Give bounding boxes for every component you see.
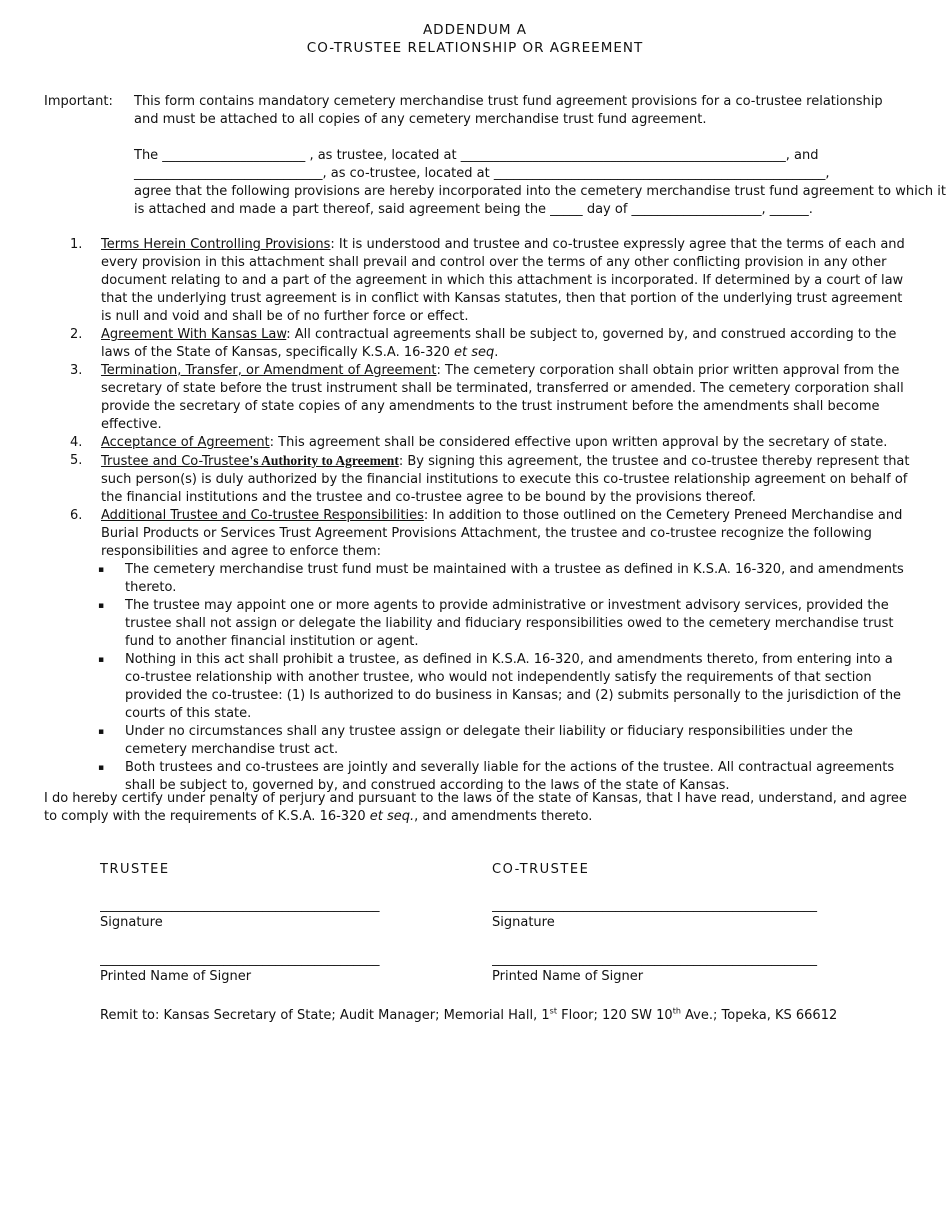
- remit-text: Remit to: Kansas Secretary of State; Audit Manager; Memorial Hall, 1: [100, 1008, 550, 1023]
- provision-item: [70, 434, 910, 452]
- provision-text-end: .: [494, 345, 499, 360]
- provision-heading-serif: 's Authority to Agreement: [249, 453, 399, 468]
- cotrustee-printed-name-line[interactable]: __________________________________________________: [492, 952, 817, 967]
- trustee-signature-line[interactable]: ___________________________________________: [100, 898, 380, 913]
- important-notice: This form contains mandatory cemetery merchandise trust fund agreement provisions for a co-trustee relationship and must be attached to all copies of any cemetery merchandise trust fund agreement.: [134, 94, 883, 127]
- list-item: [70, 723, 910, 759]
- provision-heading: Additional Trustee and Co-trustee Responsibilities: [101, 508, 424, 523]
- responsibility-text: The cemetery merchandise trust fund must be maintained with a trustee as defined in K.S.A. 16-320, and amendments thereto.: [125, 562, 904, 595]
- provision-item: [70, 236, 910, 326]
- certification-text: I do hereby certify under penalty of perjury and pursuant to the laws of the state of Kansas, that I have read, understand, and agree to comply with the requirements of K.S.A. 16-320: [44, 791, 907, 824]
- provision-number: 2.: [70, 327, 83, 342]
- cotrustee-printed-name-label: Printed Name of Signer: [492, 969, 644, 984]
- fill-in-line-date[interactable]: is attached and made a part thereof, said agreement being the _____ day of ____________________, ______.: [134, 202, 813, 217]
- bullet-icon: ▪: [98, 655, 105, 665]
- fill-in-line-cotrustee[interactable]: _____________________________, as co-trustee, located at ___________________________________________________,: [134, 166, 830, 181]
- provision-heading: Acceptance of Agreement: [101, 435, 270, 450]
- cotrustee-heading: CO-TRUSTEE: [492, 862, 590, 877]
- provision-heading: Terms Herein Controlling Provisions: [101, 237, 331, 252]
- remit-superscript: th: [672, 1006, 681, 1016]
- cotrustee-signature-line[interactable]: __________________________________________________: [492, 898, 817, 913]
- provision-item: [70, 452, 910, 507]
- provision-number: 3.: [70, 363, 83, 378]
- bullet-icon: ▪: [98, 601, 105, 611]
- remit-superscript: st: [549, 1006, 557, 1016]
- provision-text: : The cemetery corporation shall obtain prior written approval from the secretary of state before the trust instrument shall be terminated, transferred or amended. The cemetery corporation shall provide the secretary of state copies of any amendments to the trust instrument before the amendments shall become effective.: [101, 363, 904, 432]
- provision-item: [70, 326, 910, 362]
- responsibility-text: Nothing in this act shall prohibit a trustee, as defined in K.S.A. 16-320, and amendments thereto, from entering into a co-trustee relationship with another trustee, who would not independently satisfy the requirements of that section provided the co-trustee: (1) Is authorized to do business in Kansas; and (2) submits personally to the jurisdiction of the courts of this state.: [125, 652, 902, 721]
- provision-heading: Trustee and Co-Trustee: [101, 454, 250, 469]
- form-title: CO-TRUSTEE RELATIONSHIP OR AGREEMENT: [306, 40, 644, 56]
- agreement-fill-in-paragraph: [134, 147, 946, 219]
- fill-in-line-trustee[interactable]: The ______________________ , as trustee, located at __________________________________________________, and: [134, 148, 819, 163]
- provision-number: 6.: [70, 508, 83, 523]
- provision-text: : By signing this agreement, the trustee and co-trustee thereby represent that such person(s) is duly authorized by the financial institutions to execute this co-trustee relationship agreement on behalf of the financial institutions and the trustee and co-trustee agree to be bound by the provisions thereof.: [101, 454, 910, 505]
- provision-item: [70, 507, 910, 561]
- fill-in-line-text: agree that the following provisions are hereby incorporated into the cemetery merchandise trust fund agreement to which it: [134, 184, 946, 199]
- provisions-list: [70, 236, 910, 795]
- provision-number: 1.: [70, 237, 83, 252]
- bullet-icon: ▪: [98, 763, 105, 773]
- provision-text: : It is understood and trustee and co-trustee expressly agree that the terms of each and every provision in this attachment shall prevail and control over the terms of any other conflicting provision in any other document relating to and a part of the agreement in which this attachment is incorporated. If determined by a court of law that the underlying trust agreement is in conflict with Kansas statutes, then that portion of the underlying trust agreement is null and void and shall be of no further force or effect.: [101, 237, 905, 324]
- cotrustee-signature-label: Signature: [492, 915, 555, 930]
- responsibility-text: Under no circumstances shall any trustee assign or delegate their liability or fiduciary responsibilities under the cemetery merchandise trust act.: [125, 724, 853, 757]
- list-item: [70, 597, 910, 651]
- responsibilities-list: [70, 561, 910, 795]
- provision-text: : This agreement shall be considered effective upon written approval by the secretary of state.: [269, 435, 888, 450]
- remit-text: Floor; 120 SW 10: [556, 1008, 673, 1023]
- provision-heading: Agreement With Kansas Law: [101, 327, 287, 342]
- bullet-icon: ▪: [98, 565, 105, 575]
- provision-text: : In addition to those outlined on the Cemetery Preneed Merchandise and Burial Products or Services Trust Agreement Provisions Attachment, the trustee and co-trustee recognize the following responsibilities and agree to enforce them:: [101, 508, 903, 559]
- trustee-printed-name-label: Printed Name of Signer: [100, 969, 252, 984]
- bullet-icon: ▪: [98, 727, 105, 737]
- provision-number: 5.: [70, 453, 83, 468]
- provision-italic: et seq: [454, 345, 495, 360]
- certification-text-end: , and amendments thereto.: [414, 809, 593, 824]
- responsibility-text: The trustee may appoint one or more agents to provide administrative or investment advisory services, provided the trustee shall not assign or delegate the liability and fiduciary responsibilities owed to the cemetery merchandise trust fund to another financial institution or agent.: [125, 598, 894, 649]
- provision-number: 4.: [70, 435, 83, 450]
- trustee-signature-label: Signature: [100, 915, 163, 930]
- list-item: [70, 561, 910, 597]
- important-label: Important:: [44, 94, 113, 109]
- remit-address: [100, 1008, 920, 1023]
- certification-statement: [44, 790, 914, 826]
- remit-text: Ave.; Topeka, KS 66612: [680, 1008, 838, 1023]
- list-item: [70, 651, 910, 723]
- provision-item: [70, 362, 910, 434]
- trustee-heading: TRUSTEE: [100, 862, 170, 877]
- addendum-title: ADDENDUM A: [422, 22, 528, 38]
- certification-italic: et seq.: [369, 809, 415, 824]
- trustee-printed-name-line[interactable]: ___________________________________________: [100, 952, 380, 967]
- provision-heading: Termination, Transfer, or Amendment of Agreement: [101, 363, 437, 378]
- responsibility-text: Both trustees and co-trustees are jointly and severally liable for the actions of the trustee. All contractual agreements shall be subject to, governed by, and construed according to the laws of the state of Kansas.: [125, 760, 895, 793]
- provision-text: : All contractual agreements shall be subject to, governed by, and construed according to the laws of the State of Kansas, specifically K.S.A. 16-320: [101, 327, 897, 360]
